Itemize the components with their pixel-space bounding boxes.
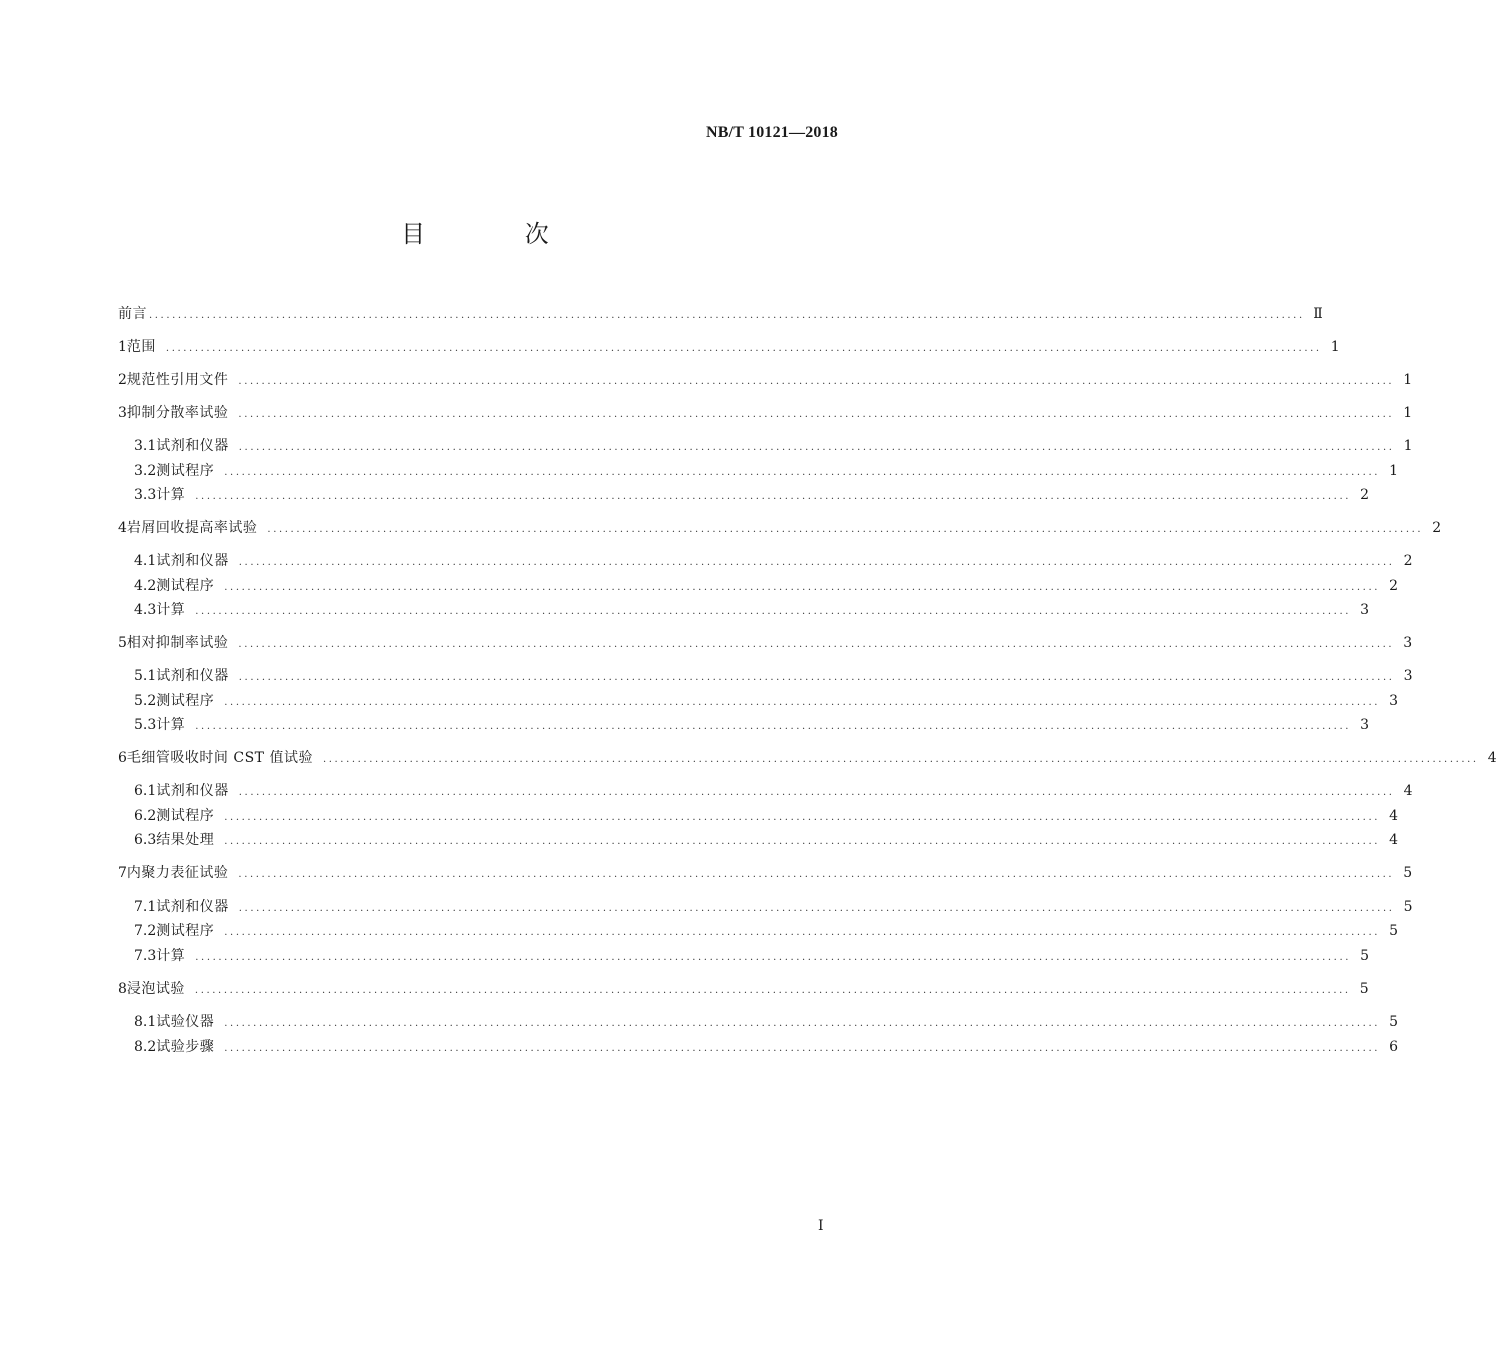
toc-entry xyxy=(134,689,1399,713)
toc-entry-page: 4 xyxy=(1389,832,1399,848)
toc-entry-page: 5 xyxy=(1403,865,1413,881)
toc-entry xyxy=(134,1010,1399,1034)
toc-entry xyxy=(118,368,1413,392)
toc-entry-number: 8.2 xyxy=(134,1039,157,1055)
toc-entry-page: 5 xyxy=(1389,1014,1399,1030)
toc-entry-label: 测试程序 xyxy=(156,693,215,709)
toc-entry-number: 6 xyxy=(118,750,127,766)
toc-entry xyxy=(134,664,1413,688)
toc-entry-label: 抑制分散率试验 xyxy=(126,405,229,421)
toc-entry-label: 规范性引用文件 xyxy=(126,372,229,388)
toc-entry-number: 5.1 xyxy=(134,668,157,684)
toc-entry-page: 5 xyxy=(1359,981,1369,997)
toc-entry-label: 测试程序 xyxy=(156,923,215,939)
toc-entry xyxy=(134,713,1370,737)
toc-entry-label: 计算 xyxy=(156,948,186,964)
toc-entry-label: 试剂和仪器 xyxy=(156,899,229,915)
toc-leader-dots: ........................................................................................................................................................................................................ xyxy=(238,903,1395,914)
toc-leader-dots: ........................................................................................................................................................................................................ xyxy=(238,787,1395,798)
toc-leader-dots: ........................................................................................................................................................................................................ xyxy=(224,582,1381,593)
toc-entry-number: 3.3 xyxy=(134,487,157,503)
toc-entry xyxy=(118,861,1413,885)
toc-entry-page: 4 xyxy=(1487,750,1497,766)
toc-entry xyxy=(134,483,1370,507)
toc-entry xyxy=(134,919,1399,943)
toc-entry-number: 5 xyxy=(118,635,127,651)
toc-entry xyxy=(134,434,1413,458)
toc-leader-dots: ........................................................................................................................................................................................................ xyxy=(224,697,1381,708)
toc-entry-number: 7.2 xyxy=(134,923,157,939)
toc-entry-number: 8.1 xyxy=(134,1014,157,1030)
toc-leader-dots: ........................................................................................................................................................................................................ xyxy=(224,836,1381,847)
toc-leader-dots: ........................................................................................................................................................................................................ xyxy=(195,952,1352,963)
toc-entry xyxy=(118,977,1369,1001)
toc-entry-label: 测试程序 xyxy=(156,463,215,479)
toc-entry xyxy=(118,746,1497,770)
toc-leader-dots: ........................................................................................................................................................................................................ xyxy=(238,672,1395,683)
toc-entry-page: 1 xyxy=(1330,339,1340,355)
toc-entry-label: 前言 xyxy=(118,306,147,322)
toc-entry-label: 试剂和仪器 xyxy=(156,553,229,569)
toc-entry-label: 内聚力表征试验 xyxy=(126,865,229,881)
toc-entry xyxy=(134,895,1413,919)
toc-entry-number: 4.1 xyxy=(134,553,157,569)
toc-entry xyxy=(118,631,1413,655)
toc-entry-label: 岩屑回收提高率试验 xyxy=(126,520,258,536)
toc-entry-page: 2 xyxy=(1389,578,1399,594)
toc-leader-dots: ........................................................................................................................................................................................................ xyxy=(238,442,1395,453)
toc-entry-page: 6 xyxy=(1389,1039,1399,1055)
toc-entry xyxy=(134,779,1413,803)
toc-entry xyxy=(134,549,1413,573)
toc-entry-label: 测试程序 xyxy=(156,808,215,824)
toc-entry-label: 相对抑制率试验 xyxy=(126,635,229,651)
toc-leader-dots: ........................................................................................................................................................................................................ xyxy=(238,869,1395,880)
toc-entry-number: 5.2 xyxy=(134,693,157,709)
toc-entry-page: 2 xyxy=(1403,553,1413,569)
toc-entry-label: 试验步骤 xyxy=(156,1039,215,1055)
toc-entry-page: Ⅱ xyxy=(1313,306,1323,322)
toc-entry-label: 试剂和仪器 xyxy=(156,783,229,799)
toc-entry-page: 5 xyxy=(1360,948,1370,964)
toc-entry-page: 1 xyxy=(1403,405,1413,421)
toc-entry-label: 计算 xyxy=(156,602,186,618)
toc-entry xyxy=(118,516,1442,540)
toc-entry-label: 计算 xyxy=(156,487,186,503)
toc-entry-number: 6.1 xyxy=(134,783,157,799)
toc-entry-page: 4 xyxy=(1403,783,1413,799)
toc-entry-page: 1 xyxy=(1403,438,1413,454)
toc-entry-number: 8 xyxy=(118,981,127,997)
toc-entry xyxy=(134,804,1399,828)
toc-leader-dots: ........................................................................................................................................................................................................ xyxy=(224,1018,1381,1029)
toc-leader-dots: ........................................................................................................................................................................................................ xyxy=(238,639,1395,650)
toc-leader-dots: ........................................................................................................................................................................................................ xyxy=(194,985,1351,996)
toc-leader-dots: ........................................................................................................................................................................................................ xyxy=(195,606,1352,617)
toc-entry xyxy=(134,828,1399,852)
toc-entry xyxy=(118,401,1413,425)
toc-leader-dots: ........................................................................................................................................................................................................ xyxy=(224,1043,1381,1054)
toc-entry xyxy=(134,1035,1399,1059)
toc-entry-page: 4 xyxy=(1389,808,1399,824)
toc-entry-page: 1 xyxy=(1389,463,1399,479)
toc-entry-number: 6.3 xyxy=(134,832,157,848)
toc-entry-page: 3 xyxy=(1403,635,1413,651)
toc-entry-number: 7.3 xyxy=(134,948,157,964)
toc-leader-dots: ........................................................................................................................................................................................................ xyxy=(195,491,1352,502)
toc-entry xyxy=(134,459,1399,483)
toc-entry-page: 2 xyxy=(1360,487,1370,503)
toc-entry-number: 6.2 xyxy=(134,808,157,824)
toc-entry-number: 3.2 xyxy=(134,463,157,479)
toc-entry-page: 5 xyxy=(1403,899,1413,915)
toc-entry-label: 毛细管吸收时间 CST 值试验 xyxy=(126,750,313,766)
standard-code: NB/T 10121—2018 xyxy=(705,124,838,141)
toc-entry-label: 范围 xyxy=(126,339,156,355)
toc-entry-label: 结果处理 xyxy=(156,832,215,848)
toc-entry-page: 1 xyxy=(1403,372,1413,388)
toc-entry-number: 4.2 xyxy=(134,578,157,594)
page-title: 目 次 xyxy=(401,220,595,248)
toc-entry-number: 7 xyxy=(118,865,127,881)
toc-entry-number: 2 xyxy=(118,372,127,388)
toc-leader-dots: ........................................................................................................................................................................................................ xyxy=(238,376,1395,387)
toc-leader-dots: ........................................................................................................................................................................................................ xyxy=(267,524,1424,535)
toc-entry-number: 4.3 xyxy=(134,602,157,618)
toc-entry-label: 试剂和仪器 xyxy=(156,438,229,454)
toc-entry-page: 3 xyxy=(1403,668,1413,684)
toc-leader-dots: ........................................................................................................................................................................................................ xyxy=(322,754,1479,765)
toc-entry-label: 浸泡试验 xyxy=(126,981,185,997)
toc-entry-label: 试验仪器 xyxy=(156,1014,215,1030)
toc-leader-dots: ........................................................................................................................................................................................................ xyxy=(238,557,1395,568)
toc-entry-number: 1 xyxy=(118,339,127,355)
toc-leader-dots: ........................................................................................................................................................................................................ xyxy=(224,812,1381,823)
toc-entry xyxy=(118,302,1323,326)
page-number: Ⅰ xyxy=(818,1219,824,1234)
toc-entry-page: 3 xyxy=(1360,602,1370,618)
toc-entry-page: 3 xyxy=(1389,693,1399,709)
toc-entry-label: 试剂和仪器 xyxy=(156,668,229,684)
toc-entry-page: 5 xyxy=(1389,923,1399,939)
toc-leader-dots: ........................................................................................................................................................................................................ xyxy=(165,343,1322,354)
toc-leader-dots: ........................................................................................................................................................................................................ xyxy=(224,467,1381,478)
toc-entry-number: 7.1 xyxy=(134,899,157,915)
toc-entry-page: 3 xyxy=(1360,717,1370,733)
toc-entry xyxy=(118,335,1340,359)
toc-entry-number: 4 xyxy=(118,520,127,536)
toc-entry xyxy=(134,598,1370,622)
toc-entry-label: 计算 xyxy=(156,717,186,733)
toc-leader-dots: ........................................................................................................................................................................................................ xyxy=(224,927,1381,938)
toc-entry xyxy=(134,944,1370,968)
toc-leader-dots: ........................................................................................................................................................................................................ xyxy=(195,721,1352,732)
toc-entry xyxy=(134,574,1399,598)
toc-entry-page: 2 xyxy=(1432,520,1442,536)
toc-entry-number: 3 xyxy=(118,405,127,421)
toc-leader-dots: ........................................................................................................................................................................................................ xyxy=(149,310,1305,321)
toc-leader-dots: ........................................................................................................................................................................................................ xyxy=(238,409,1395,420)
toc-entry-number: 3.1 xyxy=(134,438,157,454)
toc-entry-number: 5.3 xyxy=(134,717,157,733)
toc-entry-label: 测试程序 xyxy=(156,578,215,594)
